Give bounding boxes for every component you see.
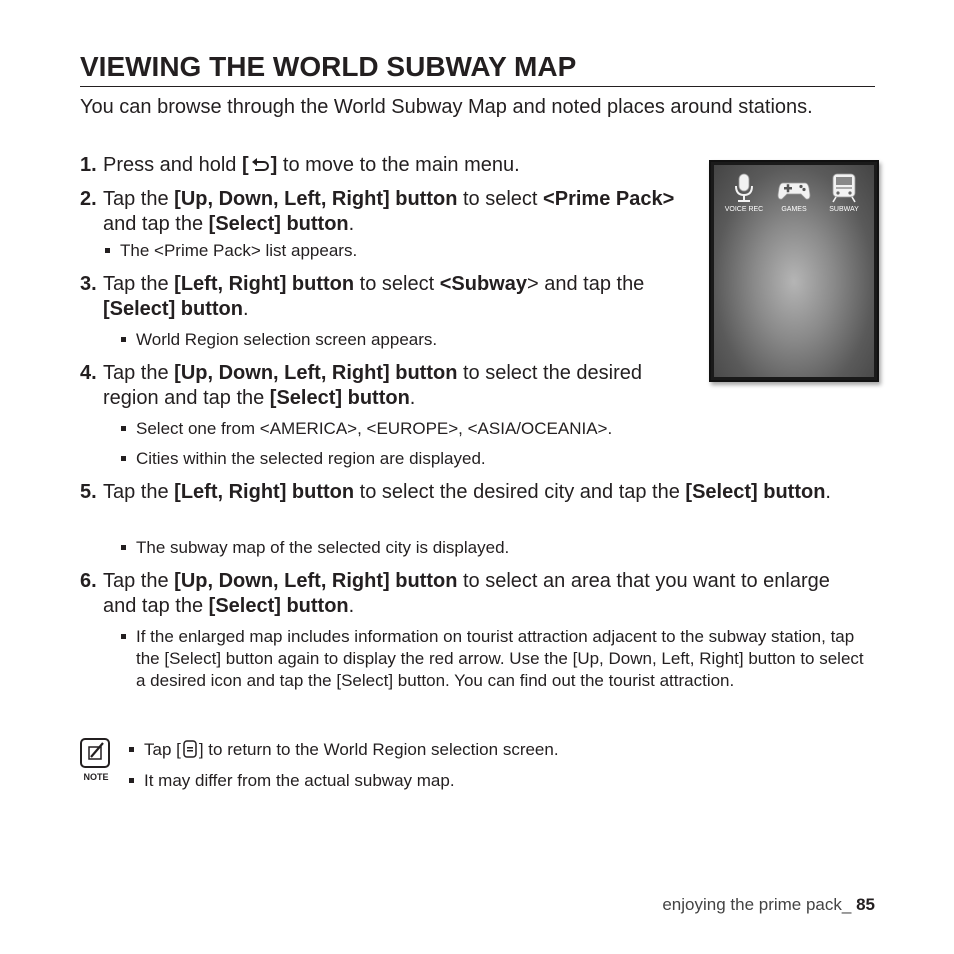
step-1-text-a: Press and hold [103, 154, 242, 176]
page-number: 85 [856, 895, 875, 914]
app-label: SUBWAY [829, 206, 859, 213]
step-4-select-ref: [Select] button [269, 387, 410, 409]
back-icon [249, 157, 271, 175]
note-item-2: It may differ from the actual subway map. [144, 771, 455, 790]
bullet-marker [105, 248, 110, 253]
step-2-bullet: The <Prime Pack> list appears. [120, 241, 358, 260]
step-4-text-c: to select the desired region and tap the [103, 362, 642, 409]
step-5-text-e: . [825, 481, 831, 503]
step-6-select-ref: [Select] button [208, 595, 349, 617]
step-5-button-ref: [Left, Right] button [174, 481, 355, 503]
app-subway [819, 173, 869, 213]
step-3-text-a: Tap the [103, 273, 175, 295]
step-6-bullet: If the enlarged map includes information on tourist attraction adjacent to the subway station, tap the [Select] button again to display the red arrow. Use the [Up, Down, Left, Right] button to select a desired icon and tap the [Select] button. You can find out the tourist attraction. [136, 627, 864, 690]
step-5-number: 5. [80, 481, 97, 503]
step-4-bullet-1: Select one from <AMERICA>, <EUROPE>, <ASIA/OCEANIA>. [136, 419, 613, 438]
step-2-button-ref: [Up, Down, Left, Right] button [174, 188, 458, 210]
bullet-marker [121, 545, 126, 550]
note-label: NOTE [83, 772, 109, 782]
step-2-text-g: . [348, 213, 355, 235]
step-3-select-ref: [Select] button [103, 298, 243, 320]
step-2-text-c: to select [457, 188, 544, 210]
step-1-number: 1. [80, 154, 97, 176]
step-4-text-a: Tap the [103, 362, 175, 384]
note-item-1 [144, 739, 559, 761]
title-rule [80, 86, 875, 87]
step-6-text-a: Tap the [103, 570, 175, 592]
step-2-text-e: and tap the [103, 213, 209, 235]
app-label: GAMES [781, 206, 807, 213]
intro-text: You can browse through the World Subway Map and noted places around stations. [80, 96, 813, 118]
step-5-text-c: to select the desired city and tap the [354, 481, 686, 503]
bullet-marker [121, 337, 126, 342]
step-5-bullet: The subway map of the selected city is displayed. [136, 538, 510, 557]
step-4-button-ref: [Up, Down, Left, Right] button [174, 362, 458, 384]
step-1 [80, 153, 680, 178]
footer-section: enjoying the prime pack_ [662, 895, 857, 914]
app-voice-rec [719, 173, 769, 213]
step-1-bracket-close: ] [270, 154, 278, 176]
bullet-marker [121, 634, 126, 639]
step-6-text-c: to select an area that you want to enlarge and tap the [103, 570, 830, 617]
step-6 [80, 569, 855, 619]
bullet-marker [129, 747, 134, 752]
step-3-bullet: World Region selection screen appears. [136, 330, 438, 349]
bullet-marker [129, 778, 134, 783]
page-footer [662, 894, 875, 916]
step-2-text-a: Tap the [103, 188, 175, 210]
step-5-select-ref: [Select] button [685, 481, 826, 503]
gamepad-icon [777, 173, 811, 203]
bullet-marker [121, 426, 126, 431]
step-4-number: 4. [80, 362, 97, 384]
step-6-number: 6. [80, 570, 97, 592]
microphone-icon [732, 173, 756, 203]
step-3-text-g: . [243, 298, 249, 320]
step-3 [80, 272, 690, 322]
note-icon [80, 738, 110, 768]
device-screenshot [709, 160, 879, 382]
page-title: VIEWING THE WORLD SUBWAY MAP [80, 51, 577, 82]
step-3-text-c: to select [354, 273, 440, 295]
step-4-bullet-2: Cities within the selected region are displayed. [136, 449, 486, 468]
step-3-text-e: > and tap the [526, 273, 645, 295]
device-screen [714, 165, 874, 377]
step-3-button-ref: [Left, Right] button [174, 273, 355, 295]
step-3-number: 3. [80, 273, 97, 295]
note-item-1-text-a: Tap [ [144, 740, 181, 759]
step-5 [80, 480, 855, 505]
bullet-marker [121, 456, 126, 461]
menu-button-icon [183, 740, 197, 758]
step-2 [80, 187, 690, 237]
step-1-text-d: to move to the main menu. [277, 154, 520, 176]
step-2-menu-ref: <Prime Pack> [543, 188, 675, 210]
step-3-menu-ref: <Subway [439, 273, 527, 295]
step-4-text-e: . [409, 387, 416, 409]
step-2-number: 2. [80, 188, 97, 210]
step-6-button-ref: [Up, Down, Left, Right] button [174, 570, 458, 592]
note-item-1-text-b: ] to return to the World Region selection screen. [198, 740, 559, 759]
step-6-text-e: . [348, 595, 355, 617]
app-label: VOICE REC [724, 206, 764, 213]
step-4 [80, 361, 690, 411]
step-5-text-a: Tap the [103, 481, 175, 503]
step-2-select-ref: [Select] button [208, 213, 349, 235]
app-games [769, 173, 819, 213]
step-1-bracket-open: [ [241, 154, 249, 176]
subway-train-icon [830, 173, 858, 203]
